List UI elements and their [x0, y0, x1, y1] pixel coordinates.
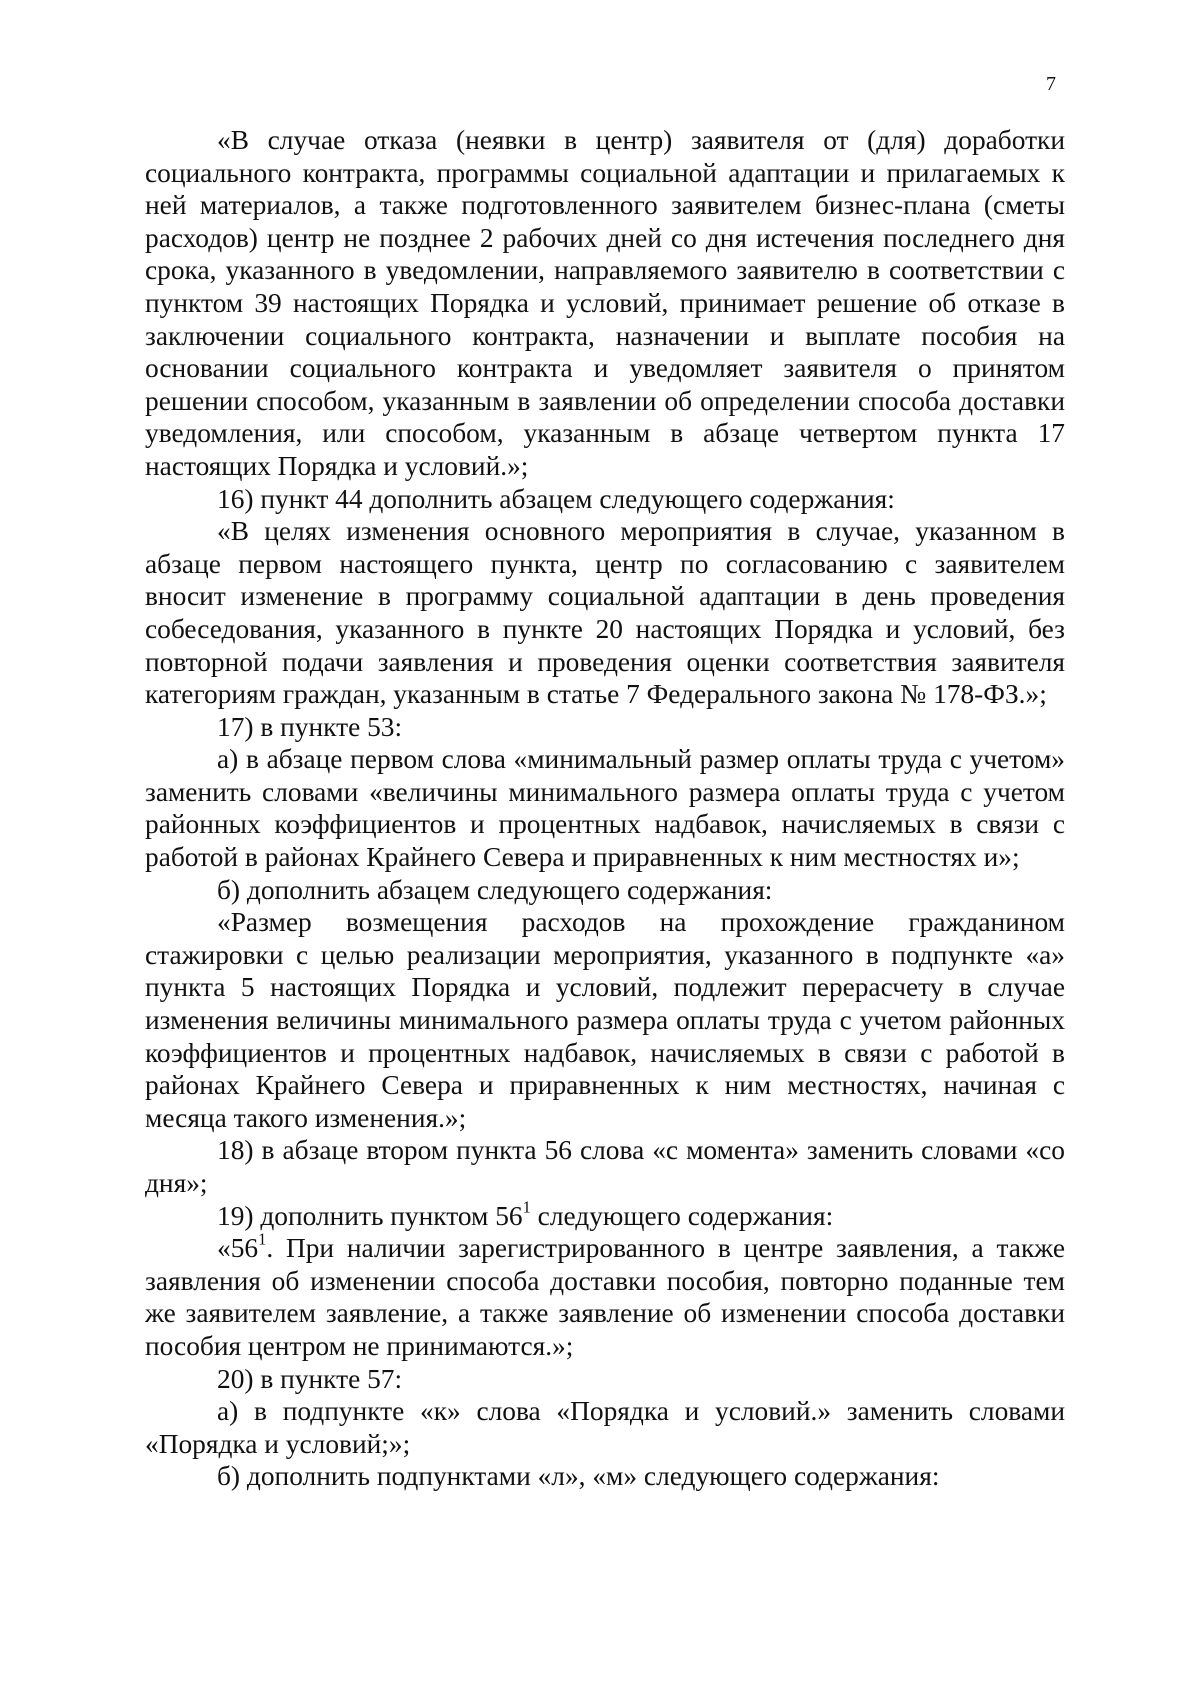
paragraph-item-17-b: б) дополнить абзацем следующего содержания:	[217, 874, 773, 905]
paragraph-item-17: 17) в пункте 53:	[217, 711, 403, 742]
item-19-text-after: следующего содержания:	[530, 1200, 834, 1231]
paragraph-quote-56-1	[145, 1229, 1065, 1362]
paragraph-item-19	[145, 1197, 1065, 1233]
paragraph-item-17-a: а) в абзаце первом слова «минимальный размер оплаты труда с учетом» заменить словами «величины минимального размера оплаты труда с учетом районных коэффициентов и процентных надбавок, начисляемых в связи с работой в районах Крайнего Севера и приравненных к ним местностях и»;	[145, 744, 1065, 873]
document-body	[145, 124, 1065, 1493]
paragraph-item-20-a: а) в подпункте «к» слова «Порядка и условий.» заменить словами «Порядка и условий;»;	[145, 1396, 1065, 1459]
quote-56-1-text-after: . При наличии зарегистрированного в центре заявления, а также заявления об изменении способа доставки пособия, повторно поданные тем же заявителем заявление, а также заявление об изменении способа доставки пособия центром не принимаются.»;	[145, 1233, 1065, 1361]
paragraph-item-20-b: б) дополнить подпунктами «л», «м» следующего содержания:	[217, 1461, 940, 1492]
item-19-superscript: 1	[522, 1197, 531, 1217]
quote-56-1-text-before: «56	[217, 1233, 259, 1264]
paragraph-item-16: 16) пункт 44 дополнить абзацем следующего содержания:	[217, 483, 895, 514]
paragraph-quote-main-measure: «В целях изменения основного мероприятия в случае, указанном в абзаце первом настоящего пункта, центр по согласованию с заявителем вносит изменение в программу социальной адаптации в день проведения собеседования, указанного в пункте 20 настоящих Порядка и условий, без повторной подачи заявления и проведения оценки соответствия заявителя категориям граждан, указанным в статье 7 Федерального закона № 178-ФЗ.»;	[145, 516, 1065, 710]
paragraph-quote-refusal: «В случае отказа (неявки в центр) заявителя от (для) доработки социального контракта, программы социальной адаптации и прилагаемых к ней материалов, а также подготовленного заявителем бизнес-плана (сметы расходов) центр не позднее 2 рабочих дней со дня истечения последнего дня срока, указанного в уведомлении, направляемого заявителю в соответствии с пунктом 39 настоящих Порядка и условий, принимает решение об отказе в заключении социального контракта, назначении и выплате пособия на основании социального контракта и уведомляет заявителя о принятом решении способом, указанным в заявлении об определении способа доставки уведомления, или способом, указанным в абзаце четвертом пункта 17 настоящих Порядка и условий.»;	[145, 125, 1065, 481]
page-number: 7	[1046, 73, 1056, 95]
paragraph-quote-internship: «Размер возмещения расходов на прохождение гражданином стажировки с целью реализации мероприятия, указанного в подпункте «а» пункта 5 настоящих Порядка и условий, подлежит перерасчету в случае изменения величины минимального размера оплаты труда с учетом районных коэффициентов и процентных надбавок, начисляемых в связи с работой в районах Крайнего Севера и приравненных к ним местностях, начиная с месяца такого изменения.»;	[145, 907, 1065, 1133]
paragraph-item-18: 18) в абзаце втором пункта 56 слова «с момента» заменить словами «со дня»;	[145, 1135, 1065, 1198]
quote-56-1-superscript: 1	[258, 1229, 267, 1249]
paragraph-item-20: 20) в пункте 57:	[217, 1363, 403, 1394]
item-19-text-before: 19) дополнить пунктом 56	[217, 1200, 523, 1231]
